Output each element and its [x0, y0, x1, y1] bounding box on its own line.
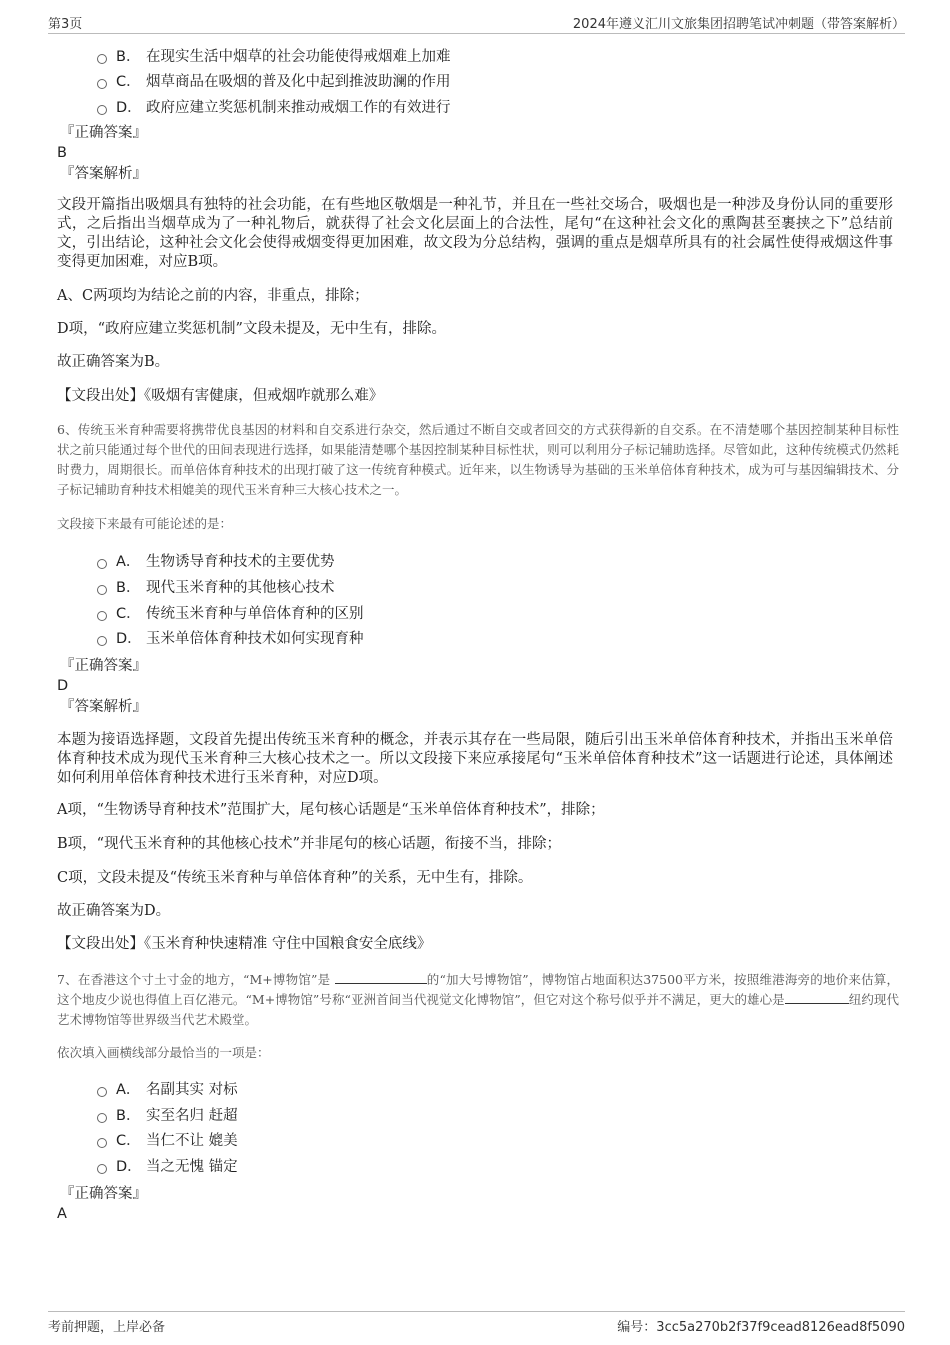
page-header	[48, 13, 905, 34]
q5-analysis-paragraph: 故正确答案为B。	[57, 354, 170, 370]
q5-source: 【文段出处】《吸烟有害健康，但戒烟咋就那么难》	[57, 388, 384, 404]
q6-option-b[interactable]: B． 现代玉米育种的其他核心技术	[97, 578, 335, 598]
fill-blank-1	[335, 971, 427, 984]
fill-blank-2	[785, 991, 849, 1004]
q6-analysis-label: 『答案解析』	[60, 699, 147, 715]
q6-answer-label: 『正确答案』	[60, 658, 147, 674]
q5-analysis-paragraph: A、C两项均为结论之前的内容，非重点，排除；	[57, 288, 369, 304]
q5-answer-label: 『正确答案』	[60, 125, 147, 141]
radio-icon[interactable]	[97, 1164, 107, 1174]
q6-answer: D	[57, 678, 69, 694]
q6-source: 【文段出处】《玉米育种快速精准 守住中国粮食安全底线》	[57, 936, 432, 952]
q5-analysis-paragraph: D项，“政府应建立奖惩机制”文段未提及，无中生有，排除。	[57, 321, 446, 337]
radio-icon[interactable]	[97, 1138, 107, 1148]
radio-icon[interactable]	[97, 1113, 107, 1123]
radio-icon[interactable]	[97, 79, 107, 89]
radio-icon[interactable]	[97, 105, 107, 115]
radio-icon[interactable]	[97, 559, 107, 569]
q7-option-b[interactable]: B． 实至名归 赶超	[97, 1106, 238, 1126]
q6-analysis-paragraph: 故正确答案为D。	[57, 903, 171, 919]
q6-option-c[interactable]: C． 传统玉米育种与单倍体育种的区别	[97, 604, 364, 624]
q6-question-text: 6、传统玉米育种需要将携带优良基因的材料和自交系进行杂交，然后通过不断自交或者回交的方式获得新的自交系。在不清楚哪个基因控制某种目标性状之前只能通过每个世代的田间表现进行选择，如果能清楚哪个基因控制某种目标性状，则可以利用分子标记辅助选择。尽管如此，这种传统模式仍然耗时费力，周期很长。而单倍体育种技术的出现打破了这一传统育种模式。近年来，以生物诱导为基础的玉米单倍体育种技术，成为可与基因编辑技术、分子标记辅助育种技术相媲美的现代玉米育种三大核心技术之一。	[57, 422, 899, 497]
q6-option-a[interactable]: A． 生物诱导育种技术的主要优势	[97, 552, 335, 572]
q6-prompt: 文段接下来最有可能论述的是：	[57, 516, 233, 531]
page-footer	[48, 1311, 905, 1336]
q7-option-a[interactable]: A． 名副其实 对标	[97, 1080, 238, 1100]
q5-option-d[interactable]: D． 政府应建立奖惩机制来推动戒烟工作的有效进行	[97, 98, 451, 118]
q5-option-c[interactable]: C． 烟草商品在吸烟的普及化中起到推波助澜的作用	[97, 72, 451, 92]
q5-analysis-label: 『答案解析』	[60, 166, 147, 182]
footer-code: 编号：3cc5a270b2f37f9cead8126ead8f5090	[617, 1320, 905, 1335]
q7-question-text: 7、在香港这个寸土寸金的地方，“M+博物馆”是 的“加大号博物馆”，博物馆占地面积达37500平方米，按照维港海旁的地价来估算，这个地皮少说也得值上百亿港元。“M+博物馆”号称“亚洲首间当代视觉文化博物馆”，但它对这个称号似乎并不满足，更大的雄心是 纽约现代艺术博物馆等世界级当代艺术殿堂。	[57, 972, 900, 1027]
page-number: 第3页	[48, 17, 83, 32]
q7-option-d[interactable]: D． 当之无愧 锚定	[97, 1157, 238, 1177]
radio-icon[interactable]	[97, 1087, 107, 1097]
q5-option-b[interactable]: B． 在现实生活中烟草的社会功能使得戒烟难上加难	[97, 47, 451, 67]
radio-icon[interactable]	[97, 636, 107, 646]
q6-analysis-paragraph: A项，“生物诱导育种技术”范围扩大，尾句核心话题是“玉米单倍体育种技术”，排除；	[57, 802, 605, 818]
q7-answer: A	[57, 1206, 67, 1222]
q5-analysis-paragraph: 文段开篇指出吸烟具有独特的社会功能，在有些地区敬烟是一种礼节，并且在一些社交场合，吸烟也是一种涉及身份认同的重要形式，之后指出当烟草成为了一种礼物后，就获得了社会文化层面上的合法性，尾句“在这种社会文化的熏陶甚至裹挟之下”总结前文，引出结论，这种社会文化会使得戒烟变得更加困难，故文段为分总结构，强调的重点是烟草所具有的社会属性使得戒烟这件事变得更加困难，对应B项。	[57, 197, 893, 270]
q6-option-d[interactable]: D． 玉米单倍体育种技术如何实现育种	[97, 629, 364, 649]
footer-slogan: 考前押题，上岸必备	[48, 1320, 166, 1335]
q6-analysis-paragraph: B项，“现代玉米育种的其他核心技术”并非尾句的核心话题，衔接不当，排除；	[57, 836, 561, 852]
radio-icon[interactable]	[97, 54, 107, 64]
q6-analysis-paragraph: C项，文段未提及“传统玉米育种与单倍体育种”的关系，无中生有，排除。	[57, 870, 533, 886]
document-title: 2024年遵义汇川文旅集团招聘笔试冲刺题（带答案解析）	[572, 17, 905, 32]
q5-answer: B	[57, 145, 67, 161]
q7-prompt: 依次填入画横线部分最恰当的一项是：	[57, 1045, 270, 1060]
radio-icon[interactable]	[97, 611, 107, 621]
q6-analysis-paragraph: 本题为接语选择题，文段首先提出传统玉米育种的概念，并表示其存在一些局限，随后引出玉米单倍体育种技术，并指出玉米单倍体育种技术成为现代玉米育种三大核心技术之一。所以文段接下来应承接尾句“玉米单倍体育种技术”这一话题进行论述，具体阐述如何利用单倍体育种技术进行玉米育种，对应D项。	[57, 732, 893, 786]
radio-icon[interactable]	[97, 585, 107, 595]
q7-option-c[interactable]: C． 当仁不让 媲美	[97, 1131, 238, 1151]
q7-answer-label: 『正确答案』	[60, 1186, 147, 1202]
